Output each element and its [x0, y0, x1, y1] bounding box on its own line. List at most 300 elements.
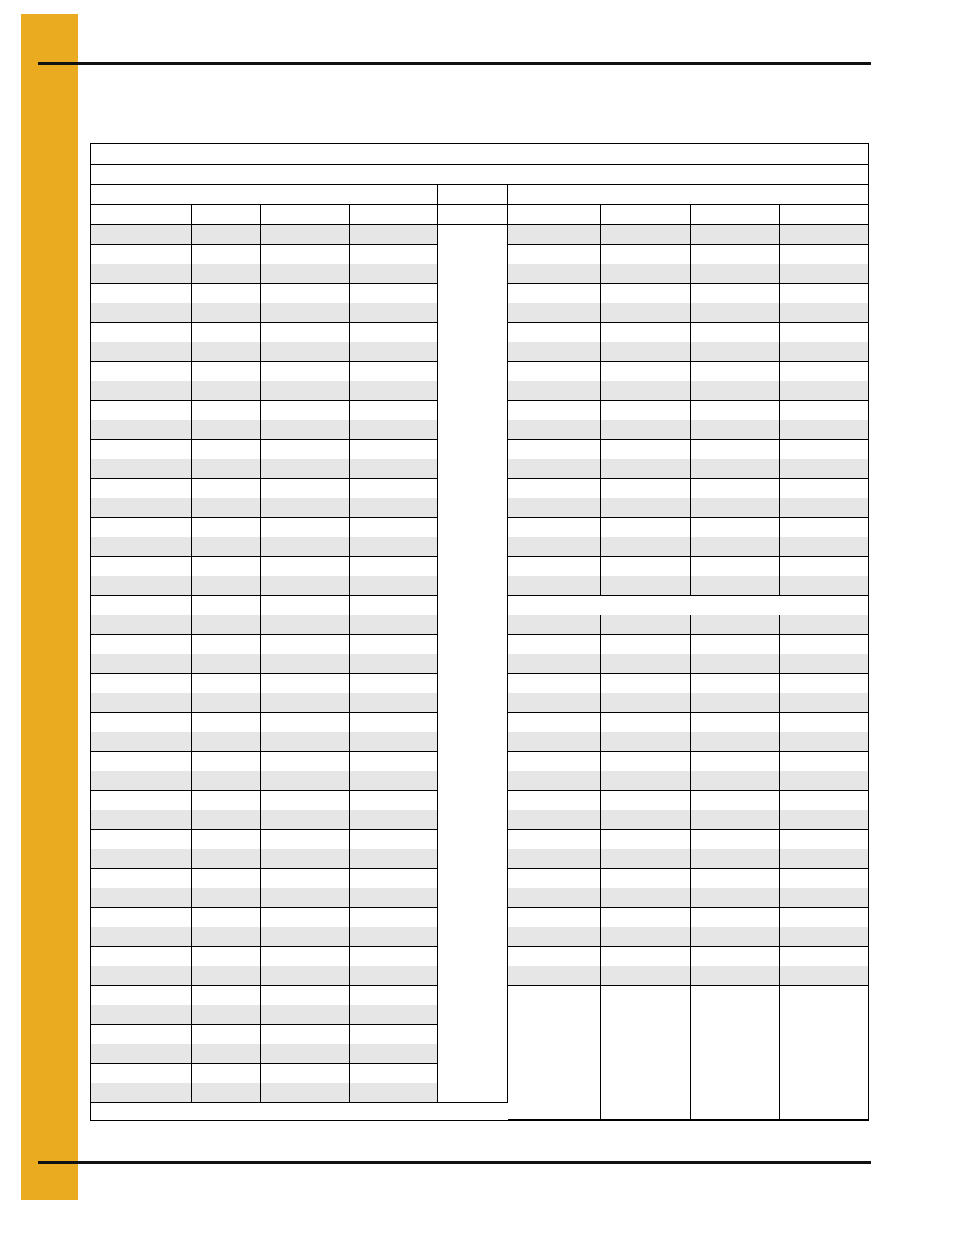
table-row-cell	[691, 674, 780, 694]
table-row-cell	[601, 615, 691, 635]
table-row-cell	[350, 810, 438, 830]
table-row-cell	[192, 264, 261, 284]
table-row-cell	[780, 440, 869, 460]
table-row-cell	[91, 479, 192, 499]
table-row-cell	[780, 966, 869, 986]
table-row-cell	[780, 264, 869, 284]
table-row-cell	[261, 732, 350, 752]
table-row-cell	[691, 264, 780, 284]
table-row-cell	[601, 888, 691, 908]
table-row-cell	[601, 440, 691, 460]
table-row-cell	[192, 654, 261, 674]
right-column-header	[601, 205, 691, 225]
table-row-cell	[91, 342, 192, 362]
table-row-cell	[261, 1064, 350, 1084]
table-row-cell	[261, 966, 350, 986]
table-row-cell	[508, 674, 601, 694]
table-row-cell	[691, 362, 780, 382]
table-row-cell	[91, 947, 192, 967]
table-row-cell	[91, 518, 192, 538]
table-row-cell	[508, 440, 601, 460]
table-row-cell	[192, 693, 261, 713]
table-row-cell	[91, 771, 192, 791]
left-column-header	[261, 205, 350, 225]
table-row-cell	[601, 947, 691, 967]
table-row-cell	[91, 810, 192, 830]
table-row-cell	[261, 752, 350, 772]
table-row-cell	[508, 869, 601, 889]
table-row-cell	[601, 225, 691, 245]
table-row-cell	[91, 245, 192, 265]
table-row-cell	[192, 1025, 261, 1045]
table-row-cell	[780, 635, 869, 655]
table-row-cell	[192, 947, 261, 967]
right-tail-cell	[508, 986, 601, 1121]
table-row-cell	[508, 849, 601, 869]
table-row-cell	[780, 459, 869, 479]
table-row-cell	[691, 420, 780, 440]
table-row-cell	[508, 927, 601, 947]
table-row-cell	[261, 791, 350, 811]
table-row-cell	[691, 303, 780, 323]
table-row-cell	[691, 849, 780, 869]
table-row-cell	[350, 1025, 438, 1045]
table-row-cell	[780, 518, 869, 538]
left-group-header	[91, 185, 438, 205]
table-row-cell	[91, 362, 192, 382]
table-row-cell	[508, 303, 601, 323]
table-row-cell	[192, 284, 261, 304]
table-row-cell	[691, 342, 780, 362]
table-row-cell	[91, 791, 192, 811]
table-row-cell	[261, 557, 350, 577]
table-row-cell	[691, 927, 780, 947]
table-row-cell	[508, 498, 601, 518]
table-row-cell	[691, 966, 780, 986]
table-row-cell	[91, 732, 192, 752]
table-row-cell	[261, 830, 350, 850]
table-row-cell	[350, 245, 438, 265]
table-row-cell	[192, 986, 261, 1006]
table-row-cell	[350, 1044, 438, 1064]
table-row-cell	[350, 479, 438, 499]
table-row-cell	[261, 615, 350, 635]
table-row-cell	[192, 381, 261, 401]
table-row-cell	[350, 654, 438, 674]
table-row-cell	[508, 947, 601, 967]
table-row-cell	[261, 596, 350, 616]
table-row-cell	[508, 323, 601, 343]
table-row-cell	[691, 830, 780, 850]
table-row-cell	[91, 713, 192, 733]
table-row-cell	[350, 401, 438, 421]
table-row-cell	[192, 420, 261, 440]
table-row-cell	[508, 225, 601, 245]
table-row-cell	[192, 498, 261, 518]
table-row-cell	[350, 362, 438, 382]
table-row-cell	[780, 420, 869, 440]
table-row-cell	[350, 557, 438, 577]
table-row-cell	[601, 537, 691, 557]
table-row-cell	[350, 927, 438, 947]
table-row-cell	[192, 674, 261, 694]
table-row-cell	[192, 323, 261, 343]
table-row-cell	[508, 342, 601, 362]
table-row-cell	[261, 986, 350, 1006]
table-row-cell	[601, 927, 691, 947]
table-row-cell	[601, 420, 691, 440]
table-row-cell	[192, 752, 261, 772]
middle-merged-cell	[438, 225, 508, 1103]
table-row-cell	[350, 635, 438, 655]
table-row-cell	[780, 225, 869, 245]
table-row-cell	[691, 635, 780, 655]
table-row-cell	[780, 752, 869, 772]
table-row-cell	[691, 908, 780, 928]
table-row-cell	[601, 245, 691, 265]
table-row-cell	[601, 869, 691, 889]
table-row-cell	[192, 966, 261, 986]
table-row-cell	[261, 869, 350, 889]
table-row-cell	[261, 947, 350, 967]
table-row-cell	[91, 888, 192, 908]
table-row-cell	[780, 381, 869, 401]
table-row-cell	[601, 693, 691, 713]
table-row-cell	[350, 986, 438, 1006]
left-column-header	[192, 205, 261, 225]
table-row-cell	[691, 888, 780, 908]
table-row-cell	[508, 732, 601, 752]
table-row-cell	[601, 264, 691, 284]
table-row-cell	[780, 713, 869, 733]
table-row-cell	[192, 537, 261, 557]
table-row-cell	[691, 771, 780, 791]
table-row-cell	[780, 284, 869, 304]
table-row-cell	[192, 791, 261, 811]
right-group-header	[508, 185, 869, 205]
table-row-cell	[261, 576, 350, 596]
table-row-cell	[350, 323, 438, 343]
table-row-cell	[508, 810, 601, 830]
table-row-cell	[261, 420, 350, 440]
table-row-cell	[192, 869, 261, 889]
table-row-cell	[350, 518, 438, 538]
table-row-cell	[350, 771, 438, 791]
table-row-cell	[91, 303, 192, 323]
table-row-cell	[350, 713, 438, 733]
table-row-cell	[691, 323, 780, 343]
table-row-cell	[691, 576, 780, 596]
table-row-cell	[350, 1005, 438, 1025]
table-row-cell	[192, 303, 261, 323]
table-row-cell	[91, 830, 192, 850]
table-row-cell	[192, 810, 261, 830]
table-row-cell	[91, 1044, 192, 1064]
table-row-cell	[261, 1044, 350, 1064]
table-row-cell	[780, 537, 869, 557]
left-column-header	[91, 205, 192, 225]
table-row-cell	[601, 654, 691, 674]
table-row-cell	[350, 966, 438, 986]
table-row-cell	[192, 362, 261, 382]
table-row-cell	[691, 440, 780, 460]
table-row-cell	[192, 1005, 261, 1025]
table-row-cell	[601, 674, 691, 694]
table-row-cell	[691, 381, 780, 401]
table-row-cell	[780, 498, 869, 518]
table-row-cell	[691, 810, 780, 830]
table-row-cell	[261, 927, 350, 947]
table-row-cell	[691, 225, 780, 245]
table-row-cell	[780, 849, 869, 869]
table-row-cell	[601, 966, 691, 986]
table-row-cell	[350, 752, 438, 772]
side-tab-bar	[21, 14, 78, 1200]
table-row-cell	[261, 908, 350, 928]
table-row-cell	[508, 420, 601, 440]
table-row-cell	[691, 284, 780, 304]
table-row-cell	[780, 869, 869, 889]
table-row-cell	[350, 908, 438, 928]
table-row-cell	[91, 323, 192, 343]
table-row-cell	[91, 576, 192, 596]
table-row-cell	[780, 888, 869, 908]
table-row-cell	[780, 732, 869, 752]
table-row-cell	[780, 303, 869, 323]
table-row-cell	[780, 557, 869, 577]
table-row-cell	[601, 557, 691, 577]
table-row-cell	[192, 635, 261, 655]
table-row-cell	[192, 771, 261, 791]
table-row-cell	[508, 537, 601, 557]
table-row-cell	[508, 693, 601, 713]
table-row-cell	[261, 635, 350, 655]
table-row-cell	[350, 225, 438, 245]
table-row-cell	[780, 245, 869, 265]
table-row-cell	[91, 674, 192, 694]
table-row-cell	[601, 459, 691, 479]
table-row-cell	[91, 381, 192, 401]
table-row-cell	[91, 654, 192, 674]
table-subtitle-row	[91, 165, 869, 185]
table-row-cell	[261, 284, 350, 304]
table-row-cell	[601, 713, 691, 733]
table-row-cell	[508, 264, 601, 284]
table-row-cell	[691, 498, 780, 518]
table-row-cell	[780, 654, 869, 674]
table-row-cell	[91, 537, 192, 557]
table-row-cell	[91, 459, 192, 479]
table-row-cell	[601, 771, 691, 791]
table-row-cell	[508, 908, 601, 928]
table-row-cell	[691, 537, 780, 557]
table-row-cell	[192, 1044, 261, 1064]
table-row-cell	[350, 459, 438, 479]
table-row-cell	[261, 225, 350, 245]
table-row-cell	[261, 1005, 350, 1025]
table-row-cell	[192, 888, 261, 908]
table-row-cell	[91, 635, 192, 655]
table-row-cell	[601, 752, 691, 772]
table-row-cell	[350, 440, 438, 460]
table-row-cell	[261, 888, 350, 908]
table-row-cell	[192, 615, 261, 635]
table-row-cell	[192, 830, 261, 850]
table-row-cell	[350, 264, 438, 284]
right-column-header	[508, 205, 601, 225]
table-row-cell	[601, 479, 691, 499]
table-row-cell	[261, 303, 350, 323]
table-row-cell	[508, 752, 601, 772]
table-row-cell	[91, 615, 192, 635]
table-row-cell	[350, 869, 438, 889]
table-row-cell	[91, 752, 192, 772]
right-tail-cell	[601, 986, 691, 1121]
table-title-row	[91, 144, 869, 165]
table-row-cell	[508, 771, 601, 791]
table-row-cell	[350, 1083, 438, 1103]
table-row-cell	[192, 1083, 261, 1103]
table-row-cell	[192, 908, 261, 928]
table-row-cell	[192, 849, 261, 869]
table-row-cell	[601, 284, 691, 304]
table-row-cell	[261, 264, 350, 284]
table-row-cell	[601, 342, 691, 362]
table-row-cell	[508, 888, 601, 908]
table-row-cell	[508, 830, 601, 850]
table-row-cell	[261, 323, 350, 343]
table-row-cell	[91, 420, 192, 440]
table-row-cell	[508, 459, 601, 479]
table-row-cell	[261, 459, 350, 479]
table-row-cell	[91, 264, 192, 284]
table-row-cell	[691, 752, 780, 772]
table-row-cell	[350, 420, 438, 440]
table-row-cell	[350, 615, 438, 635]
table-row-cell	[91, 986, 192, 1006]
table-row-cell	[261, 1025, 350, 1045]
table-row-cell	[350, 596, 438, 616]
table-row-cell	[691, 791, 780, 811]
table-row-cell	[91, 966, 192, 986]
table-row-cell	[601, 830, 691, 850]
table-row-cell	[91, 284, 192, 304]
table-row-cell	[91, 869, 192, 889]
table-row-cell	[508, 518, 601, 538]
table-row-cell	[508, 401, 601, 421]
table-row-cell	[192, 440, 261, 460]
table-row-cell	[91, 849, 192, 869]
table-row-cell	[601, 732, 691, 752]
table-row-cell	[91, 927, 192, 947]
table-row-cell	[350, 576, 438, 596]
table-row-cell	[91, 498, 192, 518]
table-row-cell	[780, 810, 869, 830]
table-row-cell	[691, 615, 780, 635]
table-row-cell	[691, 557, 780, 577]
right-tail-cell	[691, 986, 780, 1121]
table-row-cell	[691, 518, 780, 538]
table-row-cell	[261, 245, 350, 265]
middle-group-header	[438, 185, 508, 205]
table-row-cell	[192, 732, 261, 752]
table-row-cell	[192, 1064, 261, 1084]
table-row-cell	[780, 693, 869, 713]
table-row-cell	[350, 693, 438, 713]
table-row-cell	[780, 342, 869, 362]
table-row-cell	[508, 615, 601, 635]
table-row-cell	[601, 303, 691, 323]
table-row-cell	[261, 693, 350, 713]
table-row-cell	[691, 654, 780, 674]
table-row-cell	[601, 401, 691, 421]
table-row-cell	[780, 323, 869, 343]
table-row-cell	[780, 771, 869, 791]
table-row-cell	[91, 1005, 192, 1025]
table-row-cell	[192, 927, 261, 947]
table-row-cell	[261, 674, 350, 694]
table-row-cell	[192, 342, 261, 362]
table-row-cell	[780, 674, 869, 694]
table-row-cell	[350, 498, 438, 518]
table-row-cell	[350, 791, 438, 811]
right-tail-cell	[780, 986, 869, 1121]
table-row-cell	[192, 596, 261, 616]
table-row-cell	[508, 713, 601, 733]
table-row-cell	[91, 596, 192, 616]
table-row-cell	[350, 674, 438, 694]
table-row-cell	[508, 245, 601, 265]
table-row-cell	[261, 771, 350, 791]
table-row-cell	[91, 1064, 192, 1084]
table-row-cell	[780, 401, 869, 421]
table-row-cell	[508, 381, 601, 401]
table-row-cell	[261, 498, 350, 518]
table-row-cell	[192, 713, 261, 733]
table-row-cell	[350, 381, 438, 401]
right-section-title	[508, 596, 869, 616]
left-column-header	[350, 205, 438, 225]
table-row-cell	[261, 440, 350, 460]
table-row-cell	[91, 401, 192, 421]
table-row-cell	[350, 303, 438, 323]
table-row-cell	[261, 1083, 350, 1103]
table-row-cell	[601, 498, 691, 518]
table-row-cell	[261, 849, 350, 869]
table-row-cell	[780, 830, 869, 850]
right-column-header	[691, 205, 780, 225]
table-row-cell	[601, 791, 691, 811]
table-row-cell	[601, 323, 691, 343]
table-row-cell	[508, 791, 601, 811]
table-row-cell	[261, 810, 350, 830]
table-row-cell	[508, 635, 601, 655]
table-row-cell	[601, 635, 691, 655]
table-row-cell	[91, 1025, 192, 1045]
table-row-cell	[91, 440, 192, 460]
middle-column-header	[438, 205, 508, 225]
table-row-cell	[780, 362, 869, 382]
table-row-cell	[691, 732, 780, 752]
table-row-cell	[780, 479, 869, 499]
right-column-header	[780, 205, 869, 225]
data-table	[90, 143, 869, 1121]
table-row-cell	[691, 479, 780, 499]
table-row-cell	[350, 732, 438, 752]
table-row-cell	[350, 947, 438, 967]
table-row-cell	[780, 908, 869, 928]
table-row-cell	[192, 479, 261, 499]
